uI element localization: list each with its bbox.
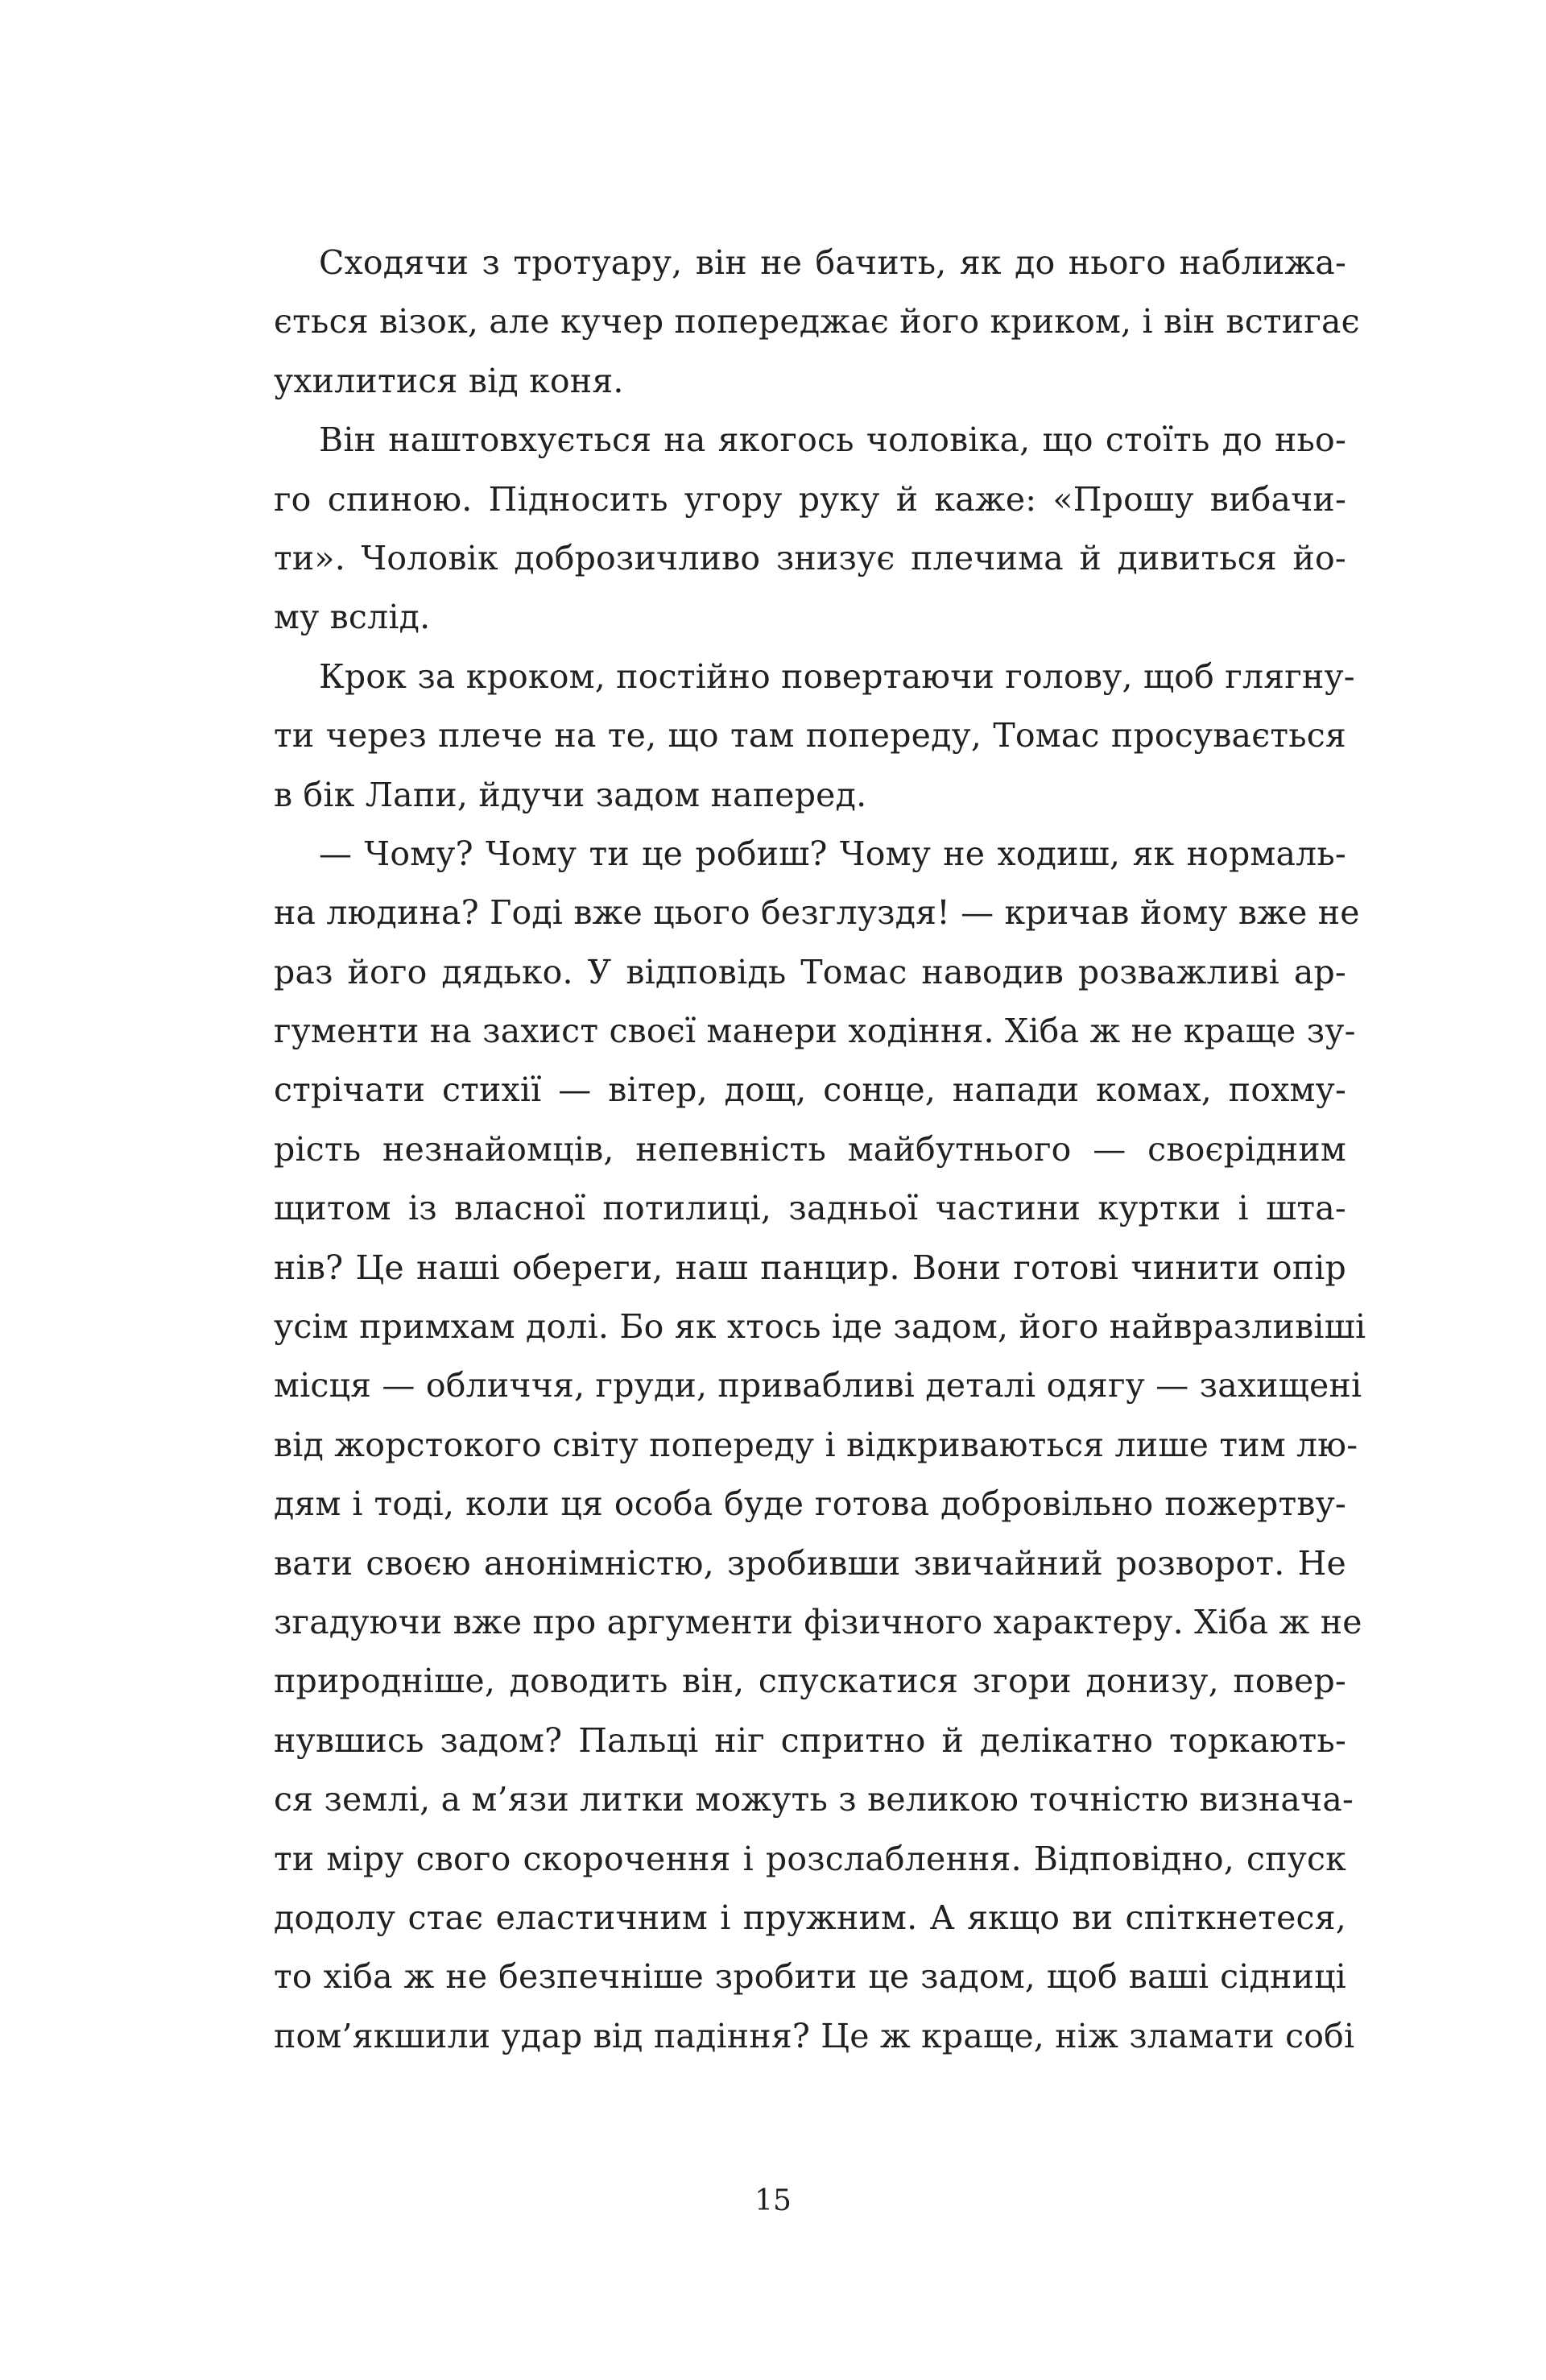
text-line xyxy=(274,2066,1346,2125)
text-line: ся землі, а м’язи литки можуть з великою точністю визнача- xyxy=(274,1780,1354,1819)
text-line: — Чому? Чому ти це робиш? Чому не ходиш, як нормаль- xyxy=(319,834,1346,873)
text-line xyxy=(274,2125,1346,2184)
text-line: додолу стає еластичним і пружним. А якщо ви спіткнетеся, xyxy=(274,1898,1346,1937)
text-line: Він наштовхується на якогось чоловіка, що стоїть до ньо- xyxy=(319,420,1346,460)
text-line: гументи на захист своєї манери ходіння. Хіба ж не краще зу- xyxy=(274,1012,1356,1051)
text-line: ти». Чоловік доброзичливо знизує плечима й дивиться йо- xyxy=(274,538,1346,577)
body-text xyxy=(274,234,1366,2184)
text-line: пом’якшили удар від падіння? Це ж краще, ніж зламати собі xyxy=(274,2016,1355,2055)
text-line: го спиною. Підносить угору руку й каже: «Прошу вибачи- xyxy=(274,479,1346,519)
text-line: згадуючи вже про аргументи фізичного характеру. Хіба ж не xyxy=(274,1602,1362,1641)
text-line: в бік Лапи, йдучи задом наперед. xyxy=(274,775,867,814)
text-line: дям і тоді, коли ця особа буде готова добровільно пожертву- xyxy=(274,1484,1346,1524)
text-line: то хіба ж не безпечніше зробити це задом, щоб ваші сідниці xyxy=(274,1957,1346,1997)
text-line: рість незнайомців, непевність майбутнього — своєрідним xyxy=(274,1129,1346,1169)
text-line: від жорстокого світу попереду і відкриваються лише тим лю- xyxy=(274,1425,1358,1464)
text-line: Крок за кроком, постійно повертаючи голову, щоб глягну- xyxy=(319,656,1355,696)
text-line: на людина? Годі вже цього безглуздя! — кричав йому вже не xyxy=(274,893,1360,933)
text-line: му вслід. xyxy=(274,598,431,637)
text-line: місця — обличчя, груди, привабливі деталі одягу — захищені xyxy=(274,1366,1362,1405)
text-line: Сходячи з тротуару, він не бачить, як до нього наближа- xyxy=(319,243,1346,282)
text-line: раз його дядько. У відповідь Томас наводив розважливі ар- xyxy=(274,952,1346,991)
text-line: ухилитися від коня. xyxy=(274,361,624,400)
text-line: стрічати стихії — вітер, дощ, сонце, напади комах, похму- xyxy=(274,1070,1346,1110)
page-number: 15 xyxy=(754,2184,792,2217)
text-line: нувшись задом? Пальці ніг спритно й делікатно торкають- xyxy=(274,1720,1346,1760)
text-line: вати своєю анонімністю, зробивши звичайний розворот. Не xyxy=(274,1543,1346,1583)
text-line: усім примхам долі. Бо як хтось іде задом, його найвразливіші xyxy=(274,1307,1366,1347)
text-line: нів? Це наші обереги, наш панцир. Вони готові чинити опір xyxy=(274,1248,1346,1287)
text-line: ється візок, але кучер попереджає його криком, і він встигає xyxy=(274,302,1360,341)
text-line: щитом із власної потилиці, задньої частини куртки і шта- xyxy=(274,1189,1346,1228)
text-line: ти через плече на те, що там попереду, Томас просувається xyxy=(274,716,1346,755)
text-line: ти міру свого скорочення і розслаблення. Відповідно, спуск xyxy=(274,1839,1346,1878)
text-line: природніше, доводить він, спускатися згори донизу, повер- xyxy=(274,1662,1346,1701)
